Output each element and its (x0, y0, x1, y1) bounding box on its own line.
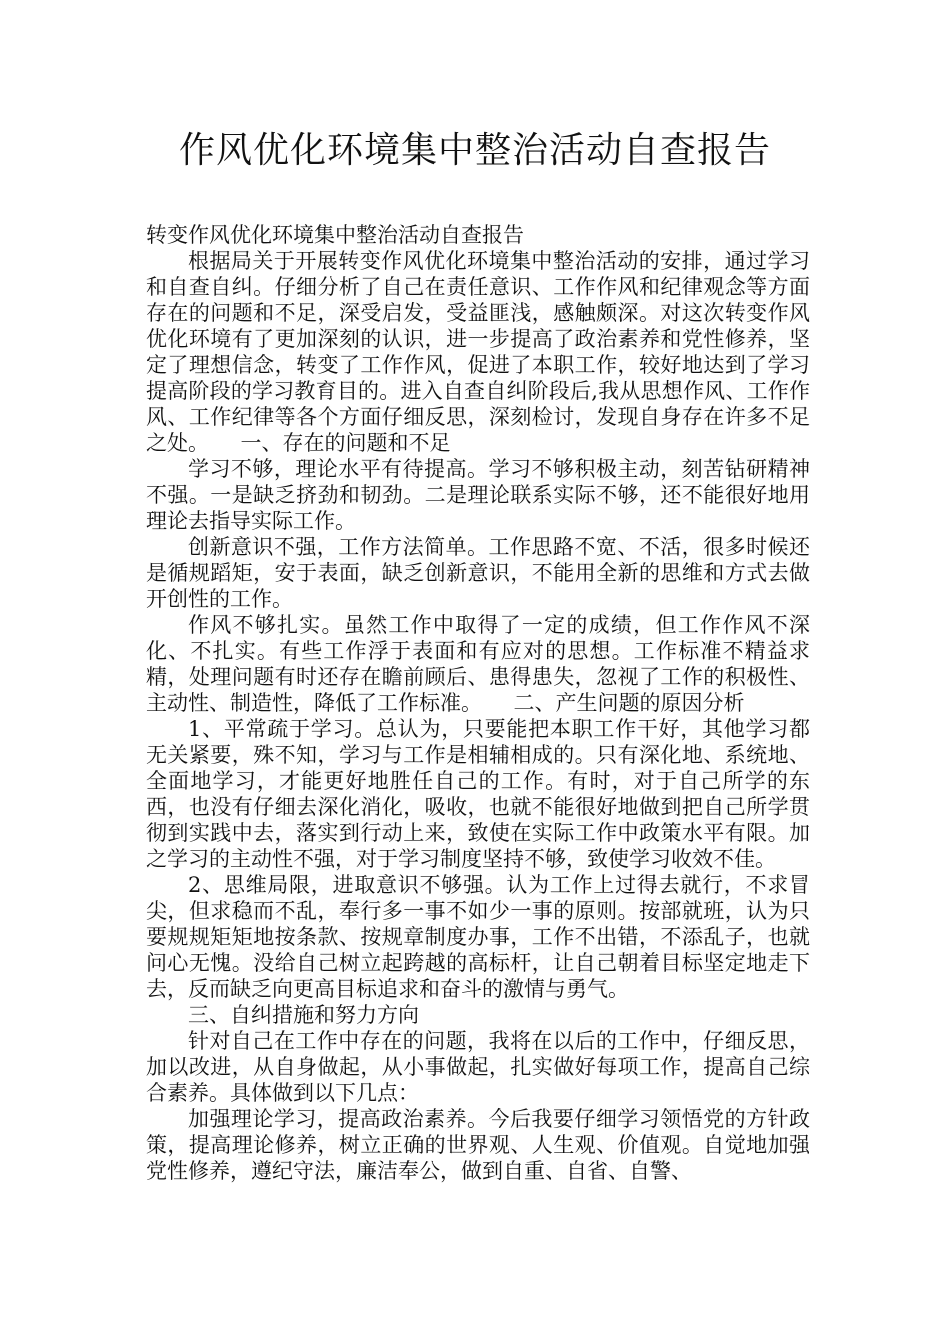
document-body (146, 222, 810, 1184)
body-paragraph: 根据局关于开展转变作风优化环境集中整治活动的安排，通过学习和自查自纠。仔细分析了自己在责任意识、工作作风和纪律观念等方面存在的问题和不足，深受启发，受益匪浅，感触颇深。对这次转变作风优化环境有了更加深刻的认识，进一步提高了政治素养和党性修养，坚定了理想信念，转变了工作作风，促进了本职工作，较好地达到了学习提高阶段的学习教育目的。进入自查自纠阶段后,我从思想作风、工作作风、工作纪律等各个方面仔细反思，深刻检讨，发现自身存在许多不足之处。 一、存在的问题和不足 (146, 249, 810, 455)
body-paragraph: 转变作风优化环境集中整治活动自查报告 (146, 223, 524, 247)
body-paragraph: 创新意识不强，工作方法简单。工作思路不宽、不活，很多时候还是循规蹈矩，安于表面，缺乏创新意识，不能用全新的思维和方式去做开创性的工作。 (146, 535, 810, 611)
document-title: 作风优化环境集中整治活动自查报告 (178, 130, 771, 171)
body-paragraph: 学习不够，理论水平有待提高。学习不够积极主动，刻苦钻研精神不强。一是缺乏挤劲和韧劲。二是理论联系实际不够，还不能很好地用理论去指导实际工作。 (146, 457, 810, 533)
body-paragraph: 针对自己在工作中存在的问题，我将在以后的工作中，仔细反思，加以改进，从自身做起，从小事做起，扎实做好每项工作，提高自己综合素养。具体做到以下几点： (146, 1029, 810, 1105)
body-paragraph: 作风不够扎实。虽然工作中取得了一定的成绩，但工作作风不深化、不扎实。有些工作浮于表面和有应对的思想。工作标准不精益求精，处理问题有时还存在瞻前顾后、患得患失，忽视了工作的积极性、主动性、制造性，降低了工作标准。 二、产生问题的原因分析 (146, 613, 810, 715)
body-paragraph: 1、平常疏于学习。总认为，只要能把本职工作干好，其他学习都无关紧要，殊不知，学习与工作是相辅相成的。只有深化地、系统地、全面地学习，才能更好地胜任自己的工作。有时，对于自己所学的东西，也没有仔细去深化消化，吸收，也就不能很好地做到把自己所学贯彻到实践中去，落实到行动上来，致使在实际工作中政策水平有限。加之学习的主动性不强，对于学习制度坚持不够，致使学习收效不佳。 (146, 717, 810, 871)
body-paragraph: 2、思维局限，进取意识不够强。认为工作上过得去就行，不求冒尖，但求稳而不乱，奉行多一事不如少一事的原则。按部就班，认为只要规规矩矩地按条款、按规章制度办事，工作不出错，不添乱子，也就问心无愧。没给自己树立起跨越的高标杆，让自己朝着目标坚定地走下去，反而缺乏向更高目标追求和奋斗的激情与勇气。 (146, 873, 810, 1001)
body-paragraph: 加强理论学习，提高政治素养。今后我要仔细学习领悟党的方针政策，提高理论修养，树立正确的世界观、人生观、价值观。自觉地加强党性修养，遵纪守法，廉洁奉公，做到自重、自省、自警、 (146, 1107, 810, 1183)
section-heading: 三、自纠措施和努力方向 (188, 1003, 419, 1027)
